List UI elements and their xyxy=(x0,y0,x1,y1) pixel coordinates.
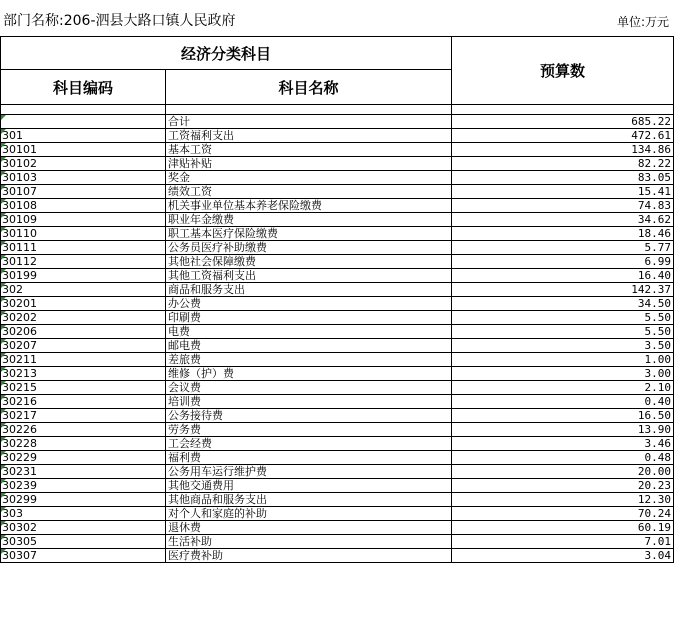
budget-amount-cell: 6.99 xyxy=(452,255,674,269)
subject-code-cell: 30206 xyxy=(1,325,166,339)
budget-amount-cell: 7.01 xyxy=(452,535,674,549)
table-row xyxy=(1,535,674,549)
table-row xyxy=(1,115,674,129)
subject-code-cell: 30101 xyxy=(1,143,166,157)
table-row xyxy=(1,339,674,353)
table-row xyxy=(1,185,674,199)
subject-name-cell: 印刷费 xyxy=(166,311,452,325)
budget-amount-cell: 3.46 xyxy=(452,437,674,451)
subject-name-cell: 维修（护）费 xyxy=(166,367,452,381)
budget-amount-header: 预算数 xyxy=(452,37,674,105)
subject-name-cell: 职业年金缴费 xyxy=(166,213,452,227)
subject-code-cell: 301 xyxy=(1,129,166,143)
table-row xyxy=(1,423,674,437)
budget-amount-cell: 83.05 xyxy=(452,171,674,185)
spacer-row xyxy=(1,105,674,115)
budget-amount-cell: 0.48 xyxy=(452,451,674,465)
subject-name-cell: 基本工资 xyxy=(166,143,452,157)
budget-amount-cell: 134.86 xyxy=(452,143,674,157)
table-row xyxy=(1,129,674,143)
subject-code-cell: 30229 xyxy=(1,451,166,465)
subject-name-cell: 其他商品和服务支出 xyxy=(166,493,452,507)
table-row xyxy=(1,157,674,171)
subject-name-cell: 公务用车运行维护费 xyxy=(166,465,452,479)
subject-name-cell: 培训费 xyxy=(166,395,452,409)
table-row xyxy=(1,507,674,521)
table-row xyxy=(1,325,674,339)
budget-amount-cell: 60.19 xyxy=(452,521,674,535)
table-row xyxy=(1,367,674,381)
subject-code-cell: 30201 xyxy=(1,297,166,311)
table-row xyxy=(1,465,674,479)
subject-code-cell: 30102 xyxy=(1,157,166,171)
budget-amount-cell: 15.41 xyxy=(452,185,674,199)
subject-name-cell: 对个人和家庭的补助 xyxy=(166,507,452,521)
subject-name-cell: 差旅费 xyxy=(166,353,452,367)
subject-name-cell: 公务员医疗补助缴费 xyxy=(166,241,452,255)
subject-code-cell: 30112 xyxy=(1,255,166,269)
subject-code-cell: 30231 xyxy=(1,465,166,479)
subject-name-cell: 医疗费补助 xyxy=(166,549,452,563)
table-row xyxy=(1,199,674,213)
subject-name-cell: 其他社会保障缴费 xyxy=(166,255,452,269)
subject-code-header: 科目编码 xyxy=(1,70,166,105)
subject-name-cell: 办公费 xyxy=(166,297,452,311)
budget-amount-cell: 5.50 xyxy=(452,325,674,339)
subject-code-cell: 30108 xyxy=(1,199,166,213)
subject-code-cell: 30228 xyxy=(1,437,166,451)
budget-amount-cell: 18.46 xyxy=(452,227,674,241)
subject-code-cell: 30215 xyxy=(1,381,166,395)
budget-amount-cell: 142.37 xyxy=(452,283,674,297)
subject-code-cell: 30111 xyxy=(1,241,166,255)
budget-amount-cell: 3.04 xyxy=(452,549,674,563)
subject-name-cell: 其他交通费用 xyxy=(166,479,452,493)
subject-code-cell: 30216 xyxy=(1,395,166,409)
budget-amount-cell: 20.23 xyxy=(452,479,674,493)
table-row xyxy=(1,171,674,185)
budget-amount-cell: 5.50 xyxy=(452,311,674,325)
budget-amount-cell: 13.90 xyxy=(452,423,674,437)
budget-amount-cell: 20.00 xyxy=(452,465,674,479)
subject-code-cell: 30199 xyxy=(1,269,166,283)
subject-code-cell: 30211 xyxy=(1,353,166,367)
table-row xyxy=(1,381,674,395)
table-row xyxy=(1,297,674,311)
budget-amount-cell: 16.40 xyxy=(452,269,674,283)
subject-code-cell: 303 xyxy=(1,507,166,521)
table-row xyxy=(1,283,674,297)
subject-name-cell: 劳务费 xyxy=(166,423,452,437)
subject-name-cell: 福利费 xyxy=(166,451,452,465)
subject-code-cell: 302 xyxy=(1,283,166,297)
table-row xyxy=(1,241,674,255)
table-row xyxy=(1,255,674,269)
table-row xyxy=(1,479,674,493)
budget-table xyxy=(0,36,674,563)
subject-name-cell: 合计 xyxy=(166,115,452,129)
budget-amount-cell: 74.83 xyxy=(452,199,674,213)
subject-code-cell: 30103 xyxy=(1,171,166,185)
budget-amount-cell: 685.22 xyxy=(452,115,674,129)
subject-code-cell: 30239 xyxy=(1,479,166,493)
budget-amount-cell: 82.22 xyxy=(452,157,674,171)
subject-code-cell: 30299 xyxy=(1,493,166,507)
subject-code-cell: 30226 xyxy=(1,423,166,437)
budget-amount-cell: 2.10 xyxy=(452,381,674,395)
table-row xyxy=(1,451,674,465)
subject-name-cell: 工会经费 xyxy=(166,437,452,451)
report-header xyxy=(0,0,674,36)
subject-code-cell: 30217 xyxy=(1,409,166,423)
subject-name-cell: 会议费 xyxy=(166,381,452,395)
subject-code-cell: 30213 xyxy=(1,367,166,381)
budget-amount-cell: 1.00 xyxy=(452,353,674,367)
table-row xyxy=(1,437,674,451)
budget-amount-cell: 34.50 xyxy=(452,297,674,311)
budget-amount-cell: 0.40 xyxy=(452,395,674,409)
economic-category-header: 经济分类科目 xyxy=(1,37,452,70)
budget-amount-cell: 3.00 xyxy=(452,367,674,381)
unit-label: 单位:万元 xyxy=(616,15,669,29)
subject-code-cell: 30109 xyxy=(1,213,166,227)
budget-amount-cell: 12.30 xyxy=(452,493,674,507)
table-row xyxy=(1,549,674,563)
subject-name-cell: 生活补助 xyxy=(166,535,452,549)
subject-name-header: 科目名称 xyxy=(166,70,452,105)
subject-code-cell xyxy=(1,115,166,129)
subject-name-cell: 退休费 xyxy=(166,521,452,535)
table-row xyxy=(1,521,674,535)
table-body xyxy=(1,115,674,563)
table-row xyxy=(1,227,674,241)
table-row xyxy=(1,311,674,325)
budget-amount-cell: 34.62 xyxy=(452,213,674,227)
subject-name-cell: 津贴补贴 xyxy=(166,157,452,171)
budget-amount-cell: 70.24 xyxy=(452,507,674,521)
subject-code-cell: 30202 xyxy=(1,311,166,325)
subject-name-cell: 工资福利支出 xyxy=(166,129,452,143)
subject-code-cell: 30305 xyxy=(1,535,166,549)
table-row xyxy=(1,269,674,283)
subject-code-cell: 30110 xyxy=(1,227,166,241)
table-row xyxy=(1,213,674,227)
table-row xyxy=(1,395,674,409)
subject-name-cell: 机关事业单位基本养老保险缴费 xyxy=(166,199,452,213)
budget-amount-cell: 3.50 xyxy=(452,339,674,353)
table-row xyxy=(1,143,674,157)
budget-amount-cell: 5.77 xyxy=(452,241,674,255)
subject-name-cell: 其他工资福利支出 xyxy=(166,269,452,283)
table-row xyxy=(1,493,674,507)
budget-amount-cell: 472.61 xyxy=(452,129,674,143)
subject-code-cell: 30207 xyxy=(1,339,166,353)
table-row xyxy=(1,409,674,423)
subject-name-cell: 邮电费 xyxy=(166,339,452,353)
subject-code-cell: 30107 xyxy=(1,185,166,199)
subject-name-cell: 电费 xyxy=(166,325,452,339)
table-row xyxy=(1,353,674,367)
subject-name-cell: 职工基本医疗保险缴费 xyxy=(166,227,452,241)
subject-name-cell: 商品和服务支出 xyxy=(166,283,452,297)
subject-code-cell: 30302 xyxy=(1,521,166,535)
subject-name-cell: 奖金 xyxy=(166,171,452,185)
subject-code-cell: 30307 xyxy=(1,549,166,563)
department-name: 部门名称:206-泗县大路口镇人民政府 xyxy=(3,13,236,29)
subject-name-cell: 绩效工资 xyxy=(166,185,452,199)
subject-name-cell: 公务接待费 xyxy=(166,409,452,423)
budget-amount-cell: 16.50 xyxy=(452,409,674,423)
